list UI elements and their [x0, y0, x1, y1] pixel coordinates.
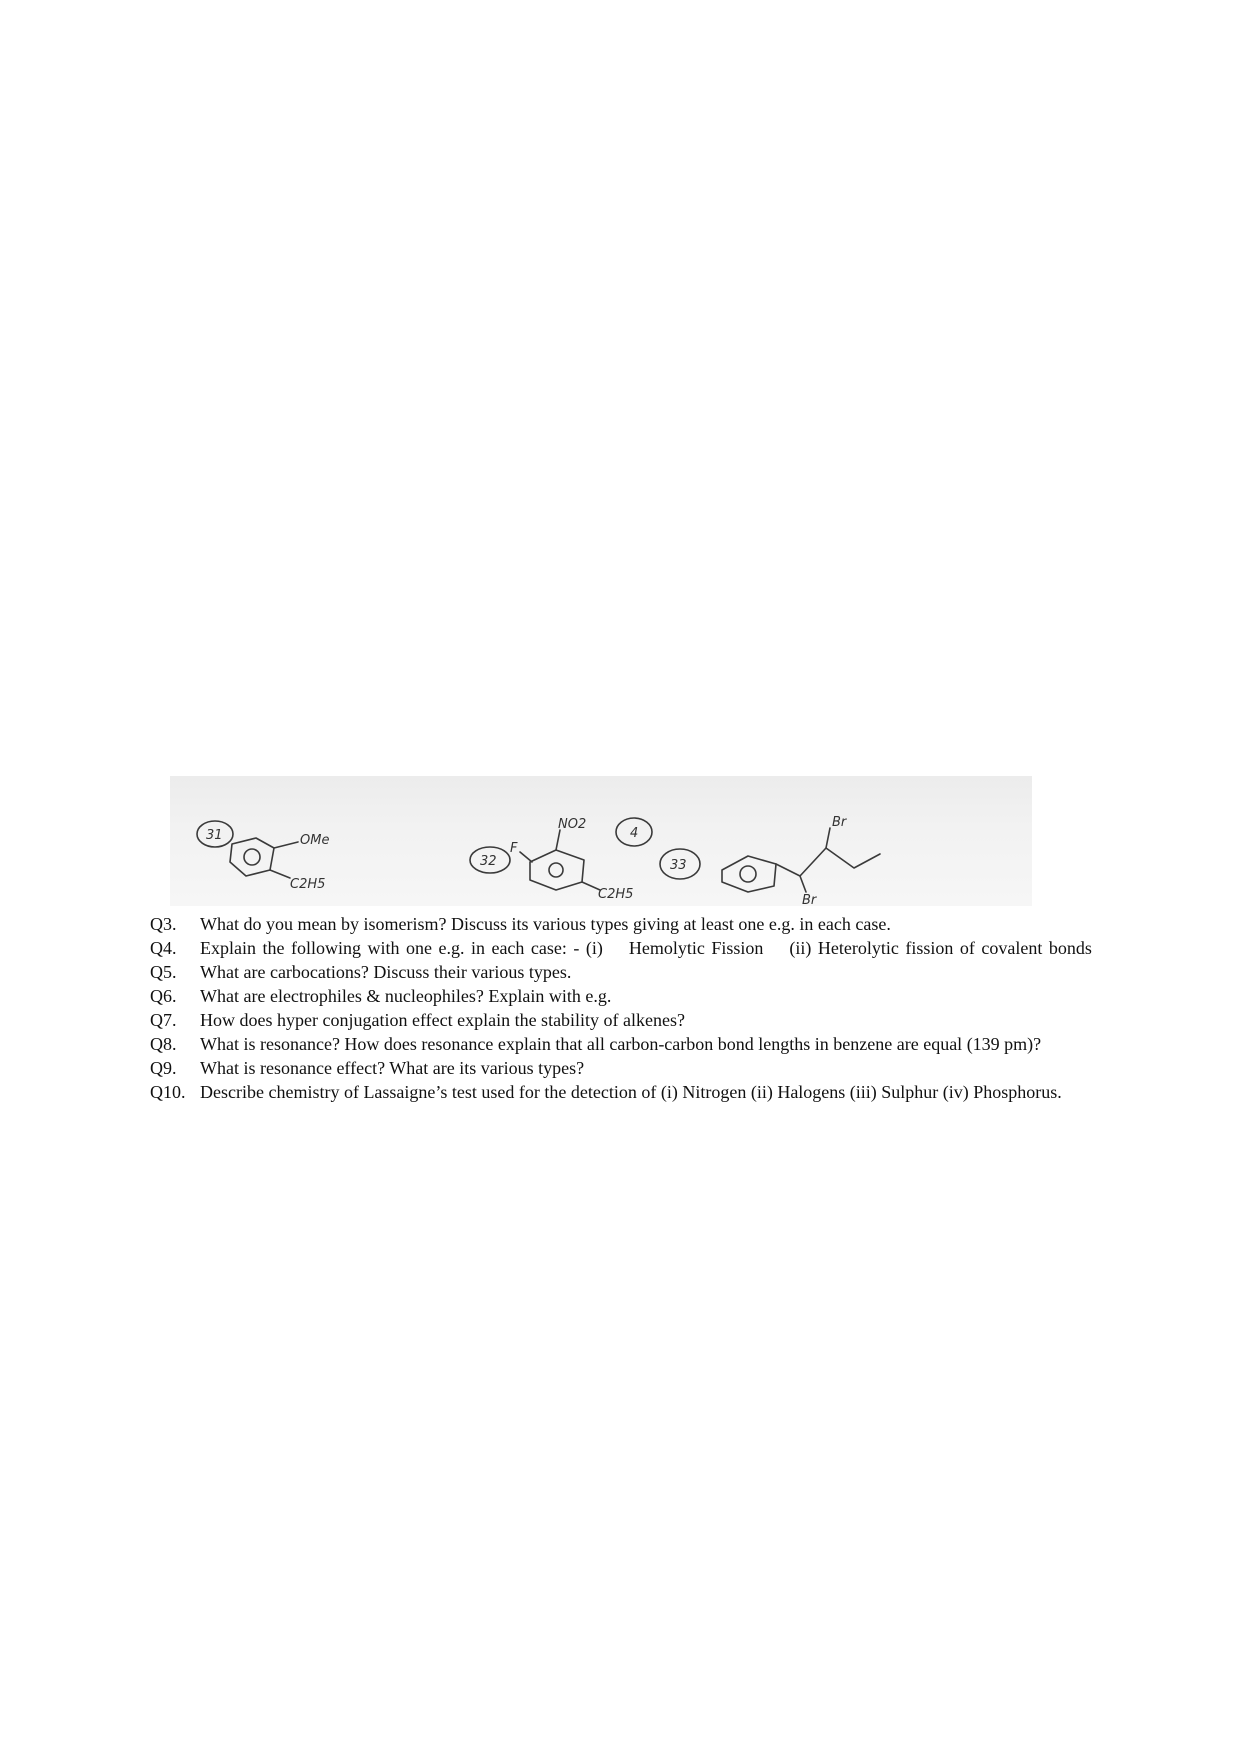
- question-text: What is resonance? How does resonance explain that all carbon-carbon bond lengths in benzene are equal (139 pm)?: [200, 1034, 1042, 1054]
- question-item: [150, 912, 1094, 936]
- label-no2: NO2: [558, 817, 587, 832]
- bond-f: [520, 852, 532, 862]
- question-item: [150, 984, 1094, 1008]
- question-item: [150, 1008, 1094, 1032]
- bond-c2h5: [270, 870, 290, 878]
- label-c2h5: C2H5: [290, 877, 326, 892]
- label-br-bottom: Br: [802, 893, 817, 906]
- bond-br-bottom: [800, 876, 806, 892]
- label-4: 4: [630, 826, 639, 841]
- handwritten-structures-scan: [170, 776, 1032, 906]
- bond-br-top: [826, 828, 830, 848]
- label-f: F: [510, 841, 518, 856]
- question-text-part: (ii) Heterolytic fission of covalent bonds: [789, 938, 1092, 958]
- question-item: [150, 1032, 1094, 1056]
- question-text: How does hyper conjugation effect explain the stability of alkenes?: [200, 1010, 686, 1030]
- question-number: Q3.: [150, 914, 177, 934]
- question-number: Q4.: [150, 938, 177, 958]
- question-text: What are carbocations? Discuss their various types.: [200, 962, 572, 982]
- benzene-ring-33: [722, 856, 776, 892]
- question-list: [150, 912, 1094, 1104]
- label-c2h5-32: C2H5: [598, 887, 634, 902]
- bond-no2: [556, 830, 560, 850]
- benzene-ring-32: [530, 850, 584, 890]
- question-text-part: Hemolytic Fission: [628, 938, 764, 958]
- question-number: Q7.: [150, 1010, 177, 1030]
- question-text: What do you mean by isomerism? Discuss its various types giving at least one e.g. in each case.: [200, 914, 891, 934]
- ring-circle-31: [244, 849, 260, 865]
- label-31: 31: [206, 828, 223, 843]
- question-number: Q5.: [150, 962, 177, 982]
- question-text: [200, 936, 1094, 960]
- question-text: Describe chemistry of Lassaigne’s test used for the detection of (i) Nitrogen (ii) Halogens (iii) Sulphur (iv) Phosphorus.: [200, 1082, 1062, 1102]
- question-number: Q10.: [150, 1082, 186, 1102]
- side-chain-33: [776, 848, 880, 876]
- ring-circle-33: [740, 866, 756, 882]
- label-32: 32: [480, 854, 497, 869]
- ring-circle-32: [549, 863, 563, 877]
- question-text-part: Explain the following with one e.g. in each case: - (i): [200, 938, 603, 958]
- benzene-ring-31: [230, 838, 274, 876]
- question-item: [150, 1080, 1094, 1104]
- question-item: [150, 936, 1094, 960]
- question-number: Q8.: [150, 1034, 177, 1054]
- handwritten-structures-drawing: [170, 776, 1032, 906]
- question-text: What is resonance effect? What are its various types?: [200, 1058, 585, 1078]
- label-br-top: Br: [832, 815, 847, 830]
- label-ome: OMe: [300, 833, 330, 848]
- question-item: [150, 960, 1094, 984]
- question-text: What are electrophiles & nucleophiles? Explain with e.g.: [200, 986, 612, 1006]
- question-number: Q9.: [150, 1058, 177, 1078]
- bond-ome: [274, 842, 298, 848]
- question-item: [150, 1056, 1094, 1080]
- question-number: Q6.: [150, 986, 177, 1006]
- label-33: 33: [670, 858, 687, 873]
